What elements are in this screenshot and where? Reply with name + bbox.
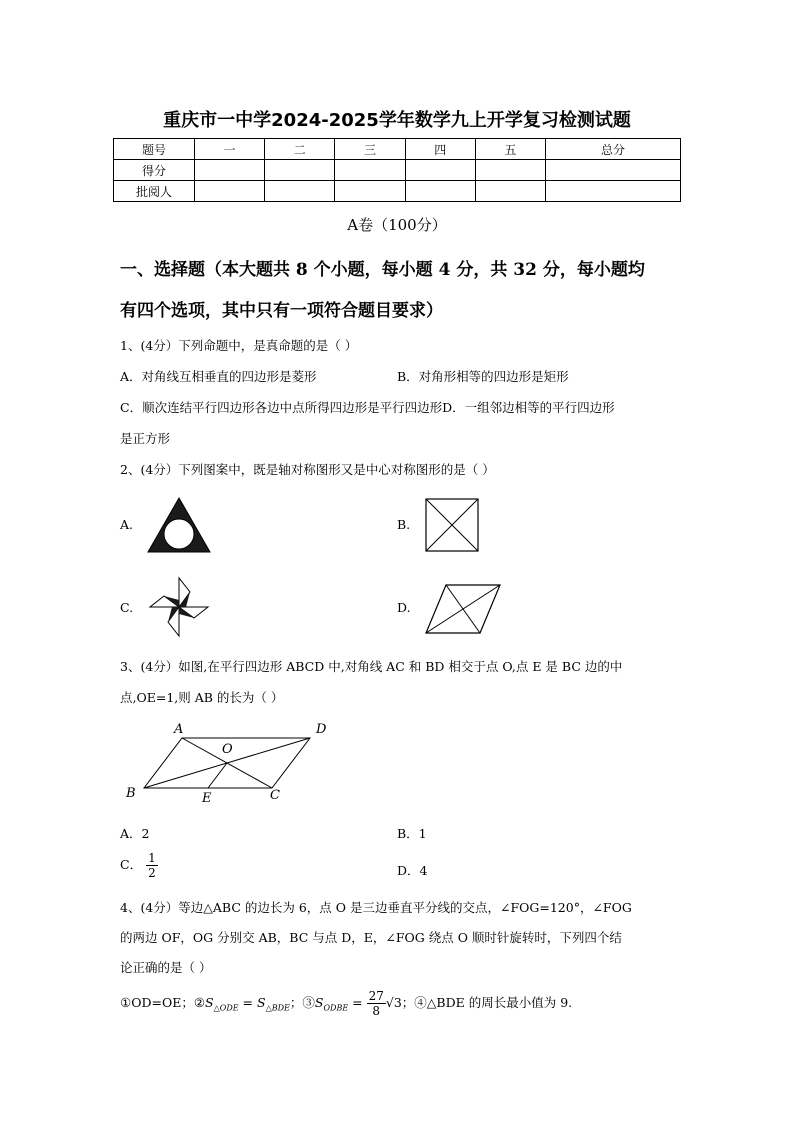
area-subscript: ODBE [323, 1003, 349, 1013]
question-3-option-a: A．2 [120, 826, 150, 841]
table-cell [335, 181, 405, 202]
question-3-line2: 点,OE=1,则 AB 的长为（ ） [120, 690, 284, 705]
point-label-o: O [222, 742, 233, 757]
question-3-option-b: B．1 [397, 826, 427, 841]
question-4-line2: 的两边 OF，OG 分别交 AB，BC 与点 D，E，∠FOG 绕点 O 顺时针旋转时，下列四个结 [120, 930, 622, 945]
option-c-prefix: C． [120, 857, 143, 872]
page-title: 重庆市一中学2024-2025学年数学九上开学复习检测试题 [163, 110, 631, 131]
question-2-stem: 2、(4分）下列图案中，既是轴对称图形又是中心对称图形的是（ ） [120, 462, 495, 477]
table-cell [265, 160, 335, 181]
area-subscript: △ODE [213, 1003, 239, 1013]
square-diagonals-figure [424, 497, 480, 553]
point-label-d: D [316, 722, 327, 737]
table-cell: 四 [405, 139, 475, 160]
parallelogram-abcd-figure [120, 718, 340, 810]
fraction-one-half [146, 851, 158, 880]
fraction-numerator: 1 [148, 851, 156, 865]
fraction-27-8 [367, 989, 386, 1018]
score-table [113, 138, 681, 202]
area-symbol: S [205, 995, 214, 1010]
question-3-line1: 3、(4分）如图,在平行四边形 ABCD 中,对角线 AC 和 BD 相交于点 O,点 E 是 BC 边的中 [120, 659, 623, 674]
point-label-a: A [174, 722, 184, 737]
area-symbol: S [257, 995, 266, 1010]
table-cell [405, 181, 475, 202]
table-row [114, 181, 681, 202]
table-cell: 批阅人 [114, 181, 195, 202]
area-symbol: S [314, 995, 324, 1010]
question-2-label-d: D. [397, 600, 411, 615]
table-cell: 五 [475, 139, 545, 160]
question-1-option-b: B．对角形相等的四边形是矩形 [397, 369, 569, 384]
equals: = [238, 995, 257, 1010]
table-cell: 总分 [546, 139, 681, 160]
table-cell [405, 160, 475, 181]
table-cell: 三 [335, 139, 405, 160]
conclusion-3: ；③ [289, 995, 315, 1010]
table-cell [475, 160, 545, 181]
section-heading-line2: 有四个选项，其中只有一项符合题目要求） [120, 301, 443, 321]
table-cell [546, 181, 681, 202]
point-label-e: E [202, 791, 212, 806]
question-2-label-a: A. [120, 517, 134, 532]
point-label-c: C [270, 788, 280, 803]
question-4-line1: 4、(4分）等边△ABC 的边长为 6，点 O 是三边垂直平分线的交点，∠FOG=120°，∠FOG [120, 900, 632, 915]
question-4-line3: 论正确的是（ ） [120, 960, 212, 975]
question-1-option-cd-cont: 是正方形 [120, 431, 171, 446]
table-row [114, 139, 681, 160]
pinwheel-figure [146, 574, 212, 640]
parallelogram-diagonals-figure [424, 583, 502, 635]
fraction-denominator: 2 [148, 866, 156, 880]
sqrt-three: √3 [385, 995, 402, 1010]
volume-heading: A卷（100分） [347, 216, 447, 234]
equals: = [348, 995, 367, 1010]
area-subscript: △BDE [265, 1003, 290, 1013]
table-cell [195, 181, 265, 202]
conclusion-4: ；④△BDE 的周长最小值为 9. [401, 995, 573, 1010]
fraction-denominator: 8 [372, 1004, 381, 1018]
table-cell [195, 160, 265, 181]
question-2-label-c: C. [120, 600, 134, 615]
point-label-b: B [126, 786, 136, 801]
question-2-label-b: B. [397, 517, 411, 532]
table-cell [335, 160, 405, 181]
question-3-option-d: D．4 [397, 863, 428, 878]
fraction-numerator: 27 [368, 989, 384, 1003]
table-row [114, 160, 681, 181]
question-1-option-a: A．对角线互相垂直的四边形是菱形 [120, 369, 317, 384]
table-cell [546, 160, 681, 181]
table-cell: 二 [265, 139, 335, 160]
question-1-stem: 1、(4分）下列命题中，是真命题的是（ ） [120, 338, 358, 353]
triangle-circle-figure [146, 496, 212, 554]
table-cell: 一 [195, 139, 265, 160]
table-cell [475, 181, 545, 202]
question-3-option-c [120, 851, 158, 880]
question-4-conclusions [120, 986, 572, 1026]
conclusion-1-2: ①OD=OE；② [120, 995, 206, 1010]
table-cell: 得分 [114, 160, 195, 181]
question-1-option-cd: C．顺次连结平行四边形各边中点所得四边形是平行四边形D．一组邻边相等的平行四边形 [120, 400, 615, 415]
section-heading-line1: 一、选择题（本大题共 8 个小题，每小题 4 分，共 32 分，每小题均 [120, 260, 645, 280]
table-cell: 题号 [114, 139, 195, 160]
table-cell [265, 181, 335, 202]
